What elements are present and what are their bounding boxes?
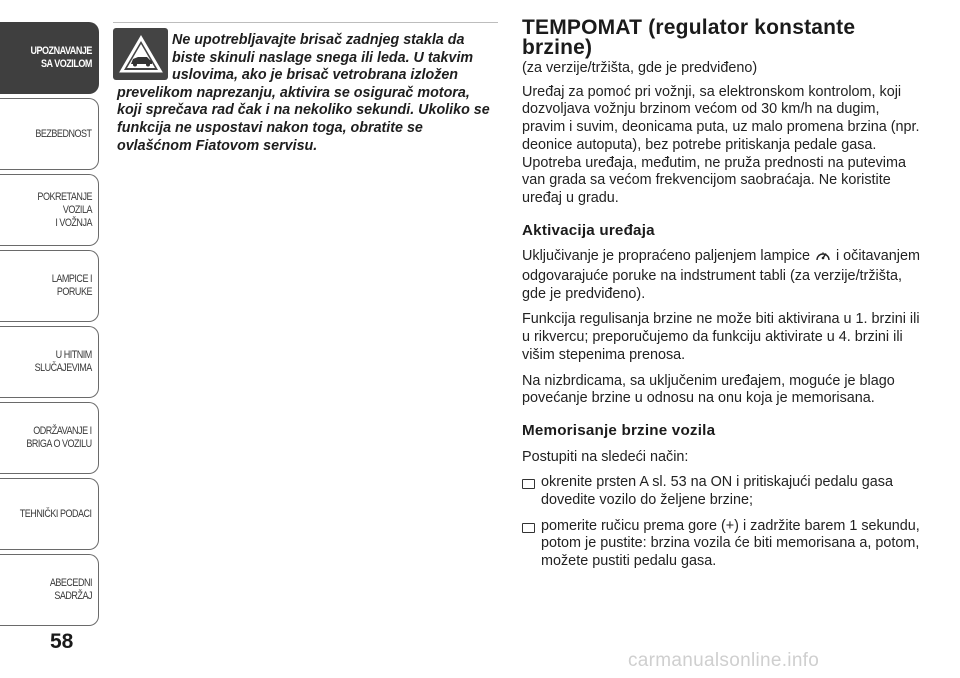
checkbox-bullet-icon	[522, 523, 535, 533]
activation-paragraph-3: Na nizbrdicama, sa uključenim uređajem, moguće je blago povećanje brzine u odnosu na onu koja je memorisana.	[522, 372, 895, 407]
page-number: 58	[50, 630, 74, 653]
memorize-steps	[522, 474, 922, 571]
list-item: okrenite prsten A sl. 53 na ON i pritiskajući pedalu gasa dovedite vozilo do željene brzine;	[522, 474, 922, 509]
warning-text: Ne upotrebljavajte brisač zadnjeg stakla da biste skinuli naslage snega ili leda. U takvim uslovima, ako je brisač vetrobrana izložen prevelikom naprezanju, aktivira se osigurač motora, koji sprečava rad čak i na nekoliko sekundi. Ukoliko se funkcija ne uspostavi nakon toga, obratite se ovlašćnom Fiatovom servisu.	[117, 32, 490, 154]
main-content	[522, 18, 922, 579]
checkbox-bullet-icon	[522, 479, 535, 489]
tab-pokretanje-vozila[interactable]: POKRETANJE VOZILA I VOŽNJA	[0, 174, 99, 246]
activation-heading: Aktivacija uređaja	[522, 221, 655, 239]
memorize-heading: Memorisanje brzine vozila	[522, 421, 716, 439]
activation-paragraph-2: Funkcija regulisanja brzine ne može biti aktivirana u 1. brzini ili u rikvercu; preporučujemo da funkciju aktivirate u 4. brzini ili višim stepenima prenosa.	[522, 311, 920, 363]
tab-lampice-i-poruke[interactable]: LAMPICE I PORUKE	[0, 250, 99, 322]
cruise-control-icon	[815, 249, 831, 268]
intro-paragraph: Uređaj za pomoć pri vožnji, sa elektronskom kontrolom, koji dozvoljava vožnju brzinom većom od 30 km/h na dugim, pravim i suvim, deonicama puta, uz malo promena brzina (npr. deonice autoputa), bez potrebe pritiskanja pedale gasa. Upotreba uređaja, međutim, ne pruža prednosti na putevima van grada sa većom frekvencijom saobraćaja. Ne koristite uređaj u gradu.	[522, 83, 920, 206]
section-title: TEMPOMAT (regulator konstante brzine)	[522, 16, 856, 59]
activation-paragraph-1: Uključivanje je propraćeno paljenjem lampice i očitavanjem odgovarajuće poruke na indstrument tabli (za verzije/tržišta, gde je predviđeno).	[522, 248, 920, 302]
tab-abecedni-sadrzaj[interactable]: ABECEDNI SADRŽAJ	[0, 554, 99, 626]
tab-u-hitnim-slucajevima[interactable]: U HITNIM SLUČAJEVIMA	[0, 326, 99, 398]
memorize-intro: Postupiti na sledeći način:	[522, 448, 689, 465]
tab-odrzavanje[interactable]: ODRŽAVANJE I BRIGA O VOZILU	[0, 402, 99, 474]
tab-bezbednost[interactable]: BEZBEDNOST	[0, 98, 99, 170]
tab-tehnicki-podaci[interactable]: TEHNIČKI PODACI	[0, 478, 99, 550]
list-item: pomerite ručicu prema gore (+) i zadržite barem 1 sekundu, potom je pustite: brzina vozila će biti memorisana a, potom, možete pustiti pedalu gasa.	[522, 518, 922, 571]
tab-upoznavanje-sa-vozilom[interactable]: UPOZNAVANJE SA VOZILOM	[0, 22, 99, 94]
section-subtitle: (za verzije/tržišta, gde je predviđeno)	[522, 60, 758, 76]
warning-top-rule	[113, 22, 498, 23]
watermark: carmanualsonline.info	[628, 650, 820, 671]
